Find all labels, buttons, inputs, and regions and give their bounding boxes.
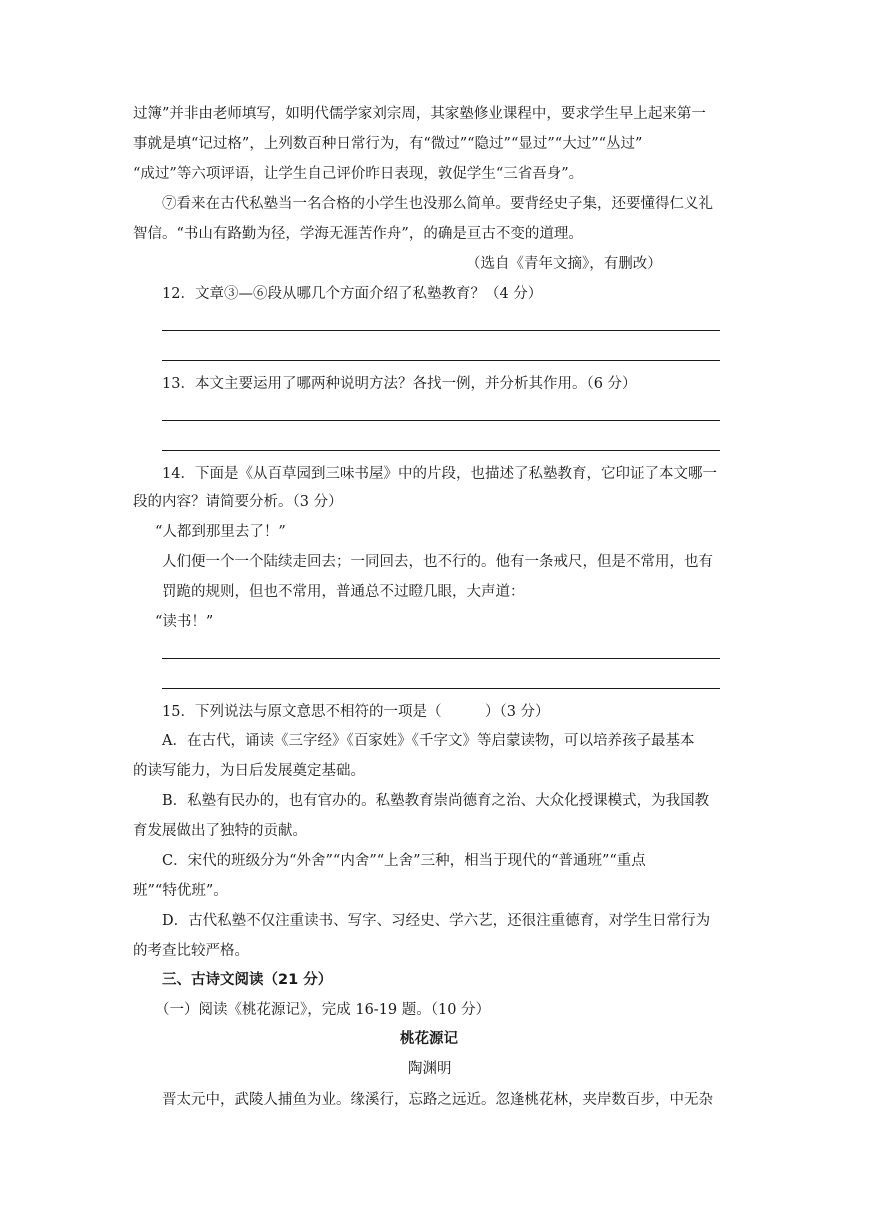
poem-author: 陶渊明	[408, 1061, 452, 1077]
option-d-line2: 的考查比较严格。	[133, 943, 249, 959]
excerpt-text-line2: 罚跪的规则，但也不常用，普通总不过瞪几眼，大声道：	[162, 584, 525, 600]
question-15-stem: 15．下列说法与原文意思不相符的一项是（ ）（3 分）	[162, 704, 550, 720]
para6-line2: 事就是填“记过格”，上列数百种日常行为，有“微过”“隐过”“显过”“大过”“丛过”	[133, 136, 643, 152]
answer-line	[162, 450, 720, 451]
answer-line	[162, 360, 720, 361]
option-c-line2: 班”“特优班”。	[133, 883, 228, 899]
question-14-line2: 段的内容？请简要分析。（3 分）	[133, 494, 343, 510]
excerpt-quote: “人都到那里去了！”	[155, 524, 286, 540]
answer-line	[162, 420, 720, 421]
para6-line3: “成过”等六项评语，让学生自己评价昨日表现，敦促学生“三省吾身”。	[133, 166, 584, 182]
section-subheading: （一）阅读《桃花源记》，完成 16-19 题。（10 分）	[155, 1002, 491, 1018]
option-c-line1: C．宋代的班级分为“外舍”“内舍”“上舍”三种，相当于现代的“普通班”“重点	[162, 853, 646, 869]
option-a-line2: 的读写能力，为日后发展奠定基础。	[133, 763, 365, 779]
para7-line2: 智信。“书山有路勤为径，学海无涯苦作舟”，的确是亘古不变的道理。	[133, 226, 583, 242]
option-d-line1: D．古代私塾不仅注重读书、写字、习经史、学六艺，还很注重德育，对学生日常行为	[162, 913, 711, 929]
poem-title: 桃花源记	[400, 1031, 458, 1047]
option-b-line2: 育发展做出了独特的贡献。	[133, 823, 307, 839]
question-12: 12．文章③—⑥段从哪几个方面介绍了私塾教育？（4 分）	[162, 286, 543, 302]
excerpt-quote: “读书！”	[155, 614, 214, 630]
question-13: 13．本文主要运用了哪两种说明方法？各找一例，并分析其作用。（6 分）	[162, 376, 637, 392]
classical-text-line1: 晋太元中，武陵人捕鱼为业。缘溪行，忘路之远近。忽逢桃花林，夹岸数百步，中无杂	[162, 1092, 713, 1108]
option-a-line1: A．在古代，诵读《三字经》《百家姓》《千字文》等启蒙读物，可以培养孩子最基本	[162, 733, 695, 749]
section-heading: 三、古诗文阅读（21 分）	[162, 972, 333, 988]
question-14-line1: 14．下面是《从百草园到三味书屋》中的片段，也描述了私塾教育，它印证了本文哪一	[162, 466, 717, 482]
option-b-line1: B．私塾有民办的，也有官办的。私塾教育崇尚德育之治、大众化授课模式，为我国教	[162, 793, 710, 809]
answer-line	[162, 688, 720, 689]
answer-line	[162, 658, 720, 659]
answer-line	[162, 330, 720, 331]
para7-line1: ⑦看来在古代私塾当一名合格的小学生也没那么简单。要背经史子集，还要懂得仁义礼	[162, 196, 713, 212]
para6-line1: 过簿”并非由老师填写，如明代儒学家刘宗周，其家塾修业课程中，要求学生早上起来第一	[133, 106, 706, 122]
source-note: （选自《青年文摘》，有删改）	[466, 256, 662, 272]
excerpt-text-line1: 人们便一个一个陆续走回去；一同回去，也不行的。他有一条戒尺，但是不常用，也有	[162, 554, 713, 570]
